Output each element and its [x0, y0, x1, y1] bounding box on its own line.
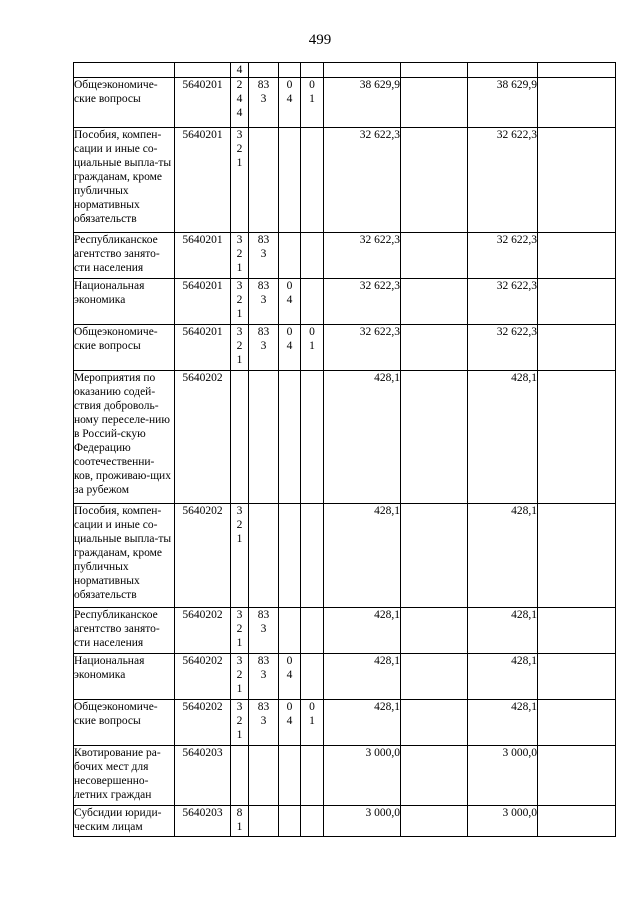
- cell-gr: [249, 63, 279, 78]
- cell-vr: [231, 608, 249, 654]
- cell-sum3: 32 622,3: [468, 233, 538, 279]
- cell-vr: [231, 371, 249, 504]
- cell-code-text: 5640202: [182, 505, 223, 517]
- cell-vr-text: 321: [236, 701, 243, 741]
- cell-code: [175, 63, 231, 78]
- cell-sum2: [401, 700, 468, 746]
- cell-rz: [279, 78, 301, 128]
- cell-pr: [301, 128, 324, 233]
- cell-rz: [279, 128, 301, 233]
- cell-name-text: Республиканское агентство занято-сти населения: [74, 609, 160, 649]
- cell-sum3: 3 000,0: [468, 746, 538, 806]
- table-row: [74, 128, 616, 233]
- cell-code: [175, 371, 231, 504]
- cell-code-text: 5640202: [182, 701, 223, 713]
- cell-name-text: Субсидии юриди-ческим лицам: [74, 807, 162, 833]
- cell-code: [175, 233, 231, 279]
- cell-sum1: 3 000,0: [324, 806, 401, 837]
- cell-pr: [301, 78, 324, 128]
- cell-sum4: [538, 504, 616, 608]
- cell-sum1: 32 622,3: [324, 233, 401, 279]
- cell-name-text: Пособия, компен-сации и иные со-циальные выпла-ты гражданам, кроме публичных нормативных обязательств: [74, 505, 172, 601]
- cell-name: [74, 700, 175, 746]
- cell-rz: [279, 806, 301, 837]
- cell-rz: [279, 233, 301, 279]
- cell-vr-text: 81: [236, 807, 243, 833]
- cell-sum3: 428,1: [468, 654, 538, 700]
- cell-vr: [231, 325, 249, 371]
- table-row: [74, 279, 616, 325]
- cell-sum1: 3 000,0: [324, 746, 401, 806]
- cell-sum4: [538, 63, 616, 78]
- cell-sum2: [401, 654, 468, 700]
- cell-vr: [231, 504, 249, 608]
- cell-code: [175, 806, 231, 837]
- cell-code: [175, 654, 231, 700]
- cell-sum2: [401, 128, 468, 233]
- cell-sum2: [401, 279, 468, 325]
- cell-gr-text: 833: [257, 701, 270, 727]
- cell-sum2: [401, 63, 468, 78]
- cell-sum3: 32 622,3: [468, 325, 538, 371]
- cell-name: [74, 746, 175, 806]
- cell-sum2: [401, 608, 468, 654]
- cell-rz: [279, 746, 301, 806]
- cell-code-text: 5640201: [182, 234, 223, 246]
- table-row: [74, 63, 616, 78]
- cell-code: [175, 746, 231, 806]
- cell-code-text: 5640202: [182, 655, 223, 667]
- cell-vr: [231, 78, 249, 128]
- page-number: 499: [308, 32, 332, 48]
- cell-rz: [279, 700, 301, 746]
- cell-gr: [249, 700, 279, 746]
- cell-name-text: Квотирование ра-бочих мест для несовершенно-летних граждан: [74, 747, 161, 801]
- cell-name: [74, 806, 175, 837]
- cell-code: [175, 78, 231, 128]
- table-row: [74, 325, 616, 371]
- cell-sum4: [538, 746, 616, 806]
- cell-vr: [231, 279, 249, 325]
- cell-code-text: 5640202: [182, 609, 223, 621]
- cell-sum1: 32 622,3: [324, 279, 401, 325]
- cell-gr-text: 833: [257, 280, 270, 306]
- table-row: [74, 371, 616, 504]
- cell-name: [74, 504, 175, 608]
- cell-rz: [279, 654, 301, 700]
- cell-rz-text: 04: [286, 326, 293, 352]
- cell-name: [74, 233, 175, 279]
- cell-code: [175, 700, 231, 746]
- cell-rz: [279, 371, 301, 504]
- budget-table: [73, 62, 616, 837]
- cell-vr-text: 244: [236, 79, 243, 119]
- cell-rz: [279, 325, 301, 371]
- cell-code-text: 5640201: [182, 326, 223, 338]
- cell-vr-text: 321: [236, 234, 243, 274]
- cell-sum2: [401, 325, 468, 371]
- cell-pr: [301, 504, 324, 608]
- cell-sum2: [401, 371, 468, 504]
- cell-vr: [231, 700, 249, 746]
- cell-sum1: 32 622,3: [324, 325, 401, 371]
- cell-name-text: Мероприятия по оказанию содей-ствия доброволь-ному переселе-нию в Россий-скую Федерацию соотечественни-ков, проживаю-щих за рубежом: [74, 372, 171, 496]
- cell-vr-text: 321: [236, 326, 243, 366]
- cell-pr-text: 01: [309, 79, 315, 105]
- cell-code: [175, 325, 231, 371]
- cell-sum4: [538, 608, 616, 654]
- cell-sum3: 428,1: [468, 504, 538, 608]
- cell-sum1: 32 622,3: [324, 128, 401, 233]
- cell-code: [175, 608, 231, 654]
- cell-pr: [301, 279, 324, 325]
- cell-sum4: [538, 279, 616, 325]
- table-row: [74, 806, 616, 837]
- table-row: [74, 78, 616, 128]
- cell-sum1: 428,1: [324, 608, 401, 654]
- cell-name-text: Пособия, компен-сации и иные со-циальные выпла-ты гражданам, кроме публичных нормативных обязательств: [74, 129, 172, 225]
- cell-vr-text: 321: [236, 505, 243, 545]
- cell-gr: [249, 806, 279, 837]
- cell-vr: [231, 746, 249, 806]
- cell-sum3: 38 629,9: [468, 78, 538, 128]
- cell-code: [175, 279, 231, 325]
- cell-pr: [301, 700, 324, 746]
- cell-rz-text: 04: [286, 280, 293, 306]
- cell-pr: [301, 654, 324, 700]
- cell-name: [74, 63, 175, 78]
- cell-sum3: 428,1: [468, 700, 538, 746]
- cell-vr: [231, 63, 249, 78]
- cell-gr-text: 833: [257, 326, 270, 352]
- cell-rz-text: 04: [286, 79, 293, 105]
- cell-gr: [249, 608, 279, 654]
- cell-rz: [279, 63, 301, 78]
- cell-sum4: [538, 325, 616, 371]
- cell-gr: [249, 233, 279, 279]
- cell-name: [74, 128, 175, 233]
- cell-name-text: Республиканское агентство занято-сти населения: [74, 234, 160, 274]
- cell-name-text: Общеэкономиче-ские вопросы: [74, 79, 158, 105]
- cell-sum3: 3 000,0: [468, 806, 538, 837]
- cell-vr-text: 321: [236, 280, 243, 320]
- cell-sum1: 428,1: [324, 654, 401, 700]
- cell-sum2: [401, 504, 468, 608]
- cell-name: [74, 78, 175, 128]
- cell-name: [74, 279, 175, 325]
- cell-sum4: [538, 700, 616, 746]
- cell-sum4: [538, 78, 616, 128]
- table-row: [74, 504, 616, 608]
- cell-name: [74, 325, 175, 371]
- cell-rz-text: 04: [286, 655, 293, 681]
- cell-gr: [249, 279, 279, 325]
- cell-gr: [249, 504, 279, 608]
- cell-code-text: 5640201: [182, 129, 223, 141]
- cell-sum2: [401, 233, 468, 279]
- cell-rz: [279, 279, 301, 325]
- cell-gr-text: 833: [257, 234, 270, 260]
- cell-code-text: 5640201: [182, 280, 223, 292]
- cell-vr-text: 321: [236, 129, 243, 169]
- cell-name-text: Национальная экономика: [74, 280, 145, 306]
- cell-sum1: 428,1: [324, 700, 401, 746]
- table-row: [74, 608, 616, 654]
- cell-pr: [301, 806, 324, 837]
- cell-gr: [249, 128, 279, 233]
- cell-sum1: 428,1: [324, 504, 401, 608]
- cell-pr: [301, 325, 324, 371]
- cell-vr: [231, 806, 249, 837]
- cell-sum3: 428,1: [468, 608, 538, 654]
- cell-rz: [279, 504, 301, 608]
- cell-gr: [249, 746, 279, 806]
- table-row: [74, 746, 616, 806]
- cell-gr: [249, 654, 279, 700]
- cell-vr-text: 321: [236, 609, 243, 649]
- cell-pr: [301, 608, 324, 654]
- cell-code-text: 5640201: [182, 79, 223, 91]
- cell-rz: [279, 608, 301, 654]
- cell-vr-text: 4: [236, 64, 243, 76]
- cell-code-text: 5640203: [182, 807, 223, 819]
- table-row: [74, 654, 616, 700]
- cell-vr-text: 321: [236, 655, 243, 695]
- cell-gr: [249, 78, 279, 128]
- cell-pr-text: 01: [309, 326, 315, 352]
- cell-sum2: [401, 746, 468, 806]
- cell-name-text: Национальная экономика: [74, 655, 145, 681]
- cell-sum2: [401, 78, 468, 128]
- cell-sum1: 428,1: [324, 371, 401, 504]
- cell-sum1: [324, 63, 401, 78]
- cell-name: [74, 608, 175, 654]
- cell-rz-text: 04: [286, 701, 293, 727]
- cell-gr-text: 833: [257, 609, 270, 635]
- cell-sum3: [468, 63, 538, 78]
- cell-code: [175, 128, 231, 233]
- cell-sum3: 428,1: [468, 371, 538, 504]
- cell-sum4: [538, 128, 616, 233]
- cell-pr-text: 01: [309, 701, 315, 727]
- cell-vr: [231, 654, 249, 700]
- cell-sum2: [401, 806, 468, 837]
- cell-sum3: 32 622,3: [468, 279, 538, 325]
- cell-sum4: [538, 806, 616, 837]
- cell-sum4: [538, 654, 616, 700]
- cell-code: [175, 504, 231, 608]
- cell-sum4: [538, 371, 616, 504]
- cell-sum4: [538, 233, 616, 279]
- cell-name-text: Общеэкономиче-ские вопросы: [74, 701, 158, 727]
- cell-pr: [301, 746, 324, 806]
- cell-name-text: Общеэкономиче-ские вопросы: [74, 326, 158, 352]
- cell-sum1: 38 629,9: [324, 78, 401, 128]
- cell-gr-text: 833: [257, 655, 270, 681]
- cell-gr: [249, 325, 279, 371]
- cell-gr: [249, 371, 279, 504]
- cell-pr: [301, 63, 324, 78]
- table-row: [74, 233, 616, 279]
- table-row: [74, 700, 616, 746]
- cell-vr: [231, 128, 249, 233]
- cell-code-text: 5640203: [182, 747, 223, 759]
- cell-gr-text: 833: [257, 79, 270, 105]
- cell-vr: [231, 233, 249, 279]
- cell-name: [74, 371, 175, 504]
- cell-code-text: 5640202: [182, 372, 223, 384]
- cell-sum3: 32 622,3: [468, 128, 538, 233]
- cell-pr: [301, 233, 324, 279]
- cell-pr: [301, 371, 324, 504]
- cell-name: [74, 654, 175, 700]
